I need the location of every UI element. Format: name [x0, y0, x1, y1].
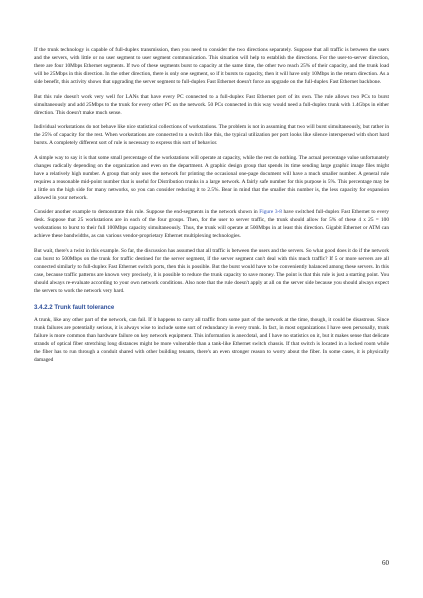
- paragraph-example: [34, 208, 389, 240]
- figure-link[interactable]: Figure 3-8: [259, 209, 282, 216]
- page-number: 60: [382, 559, 389, 567]
- paragraph-individual-workstations: Individual workstations do not behave like nice statistical collections of workstations. The problem is not in assuming that two will burst simultaneously, but rather in the 25% of capacity for the rest. When workstations are connected to a switch like this, the typical utilization per port looks like silence interspersed with short hard bursts. A completely different sort of rule is necessary to express this sort of behavior.: [34, 124, 389, 147]
- section-heading: 3.4.2.2 Trunk fault tolerance: [34, 303, 115, 311]
- paragraph-twist: But wait, there's a twist in this example. So far, the discussion has assumed that all traffic is between the users and the servers. So what good does it do if the network can burst to 500Mbps on the trunk for traffic destined for the server segment, if the server segment can't deal with this much traffic? If 5 or more servers are all connected similarly to full-duplex Fast Ethernet switch ports, then this is possible. But the burst would have to be conveniently balanced among these servers. In this case, because traffic patterns are known very precisely, it is possible to reduce the trunk capacity to save money. The point is that this rule is just a starting point. You should always re-evaluate according to your own network conditions. Also note that the rule doesn't apply at all on the server side because you should always expect the servers to work the network very hard.: [34, 247, 389, 294]
- paragraph-example-text-start: Consider another example to demonstrate this rule. Suppose the end-segments in the network shown in: [34, 209, 260, 216]
- paragraph-fault-tolerance: A trunk, like any other part of the network, can fail. If it happens to carry all traffic from some part of the network at the time, though, it could be disastrous. Since trunk failures are potentially serious, it is always wise to include some sort of redundancy in every trunk. In fact, in most organizations I have seen personally, trunk failure is more common than hardware failure on key network equipment. This information is anecdotal, and I have no statistics on it, but it makes sense that delicate strands of optical fiber stretching long distances might be more vulnerable than a tank-like Ethernet switch chassis. If that switch is located in a locked room while the fiber has to run through a conduit shared with other building tenants, there's an even stronger reason to worry about the fiber. In some cases, it is physically damaged: [34, 316, 389, 363]
- paragraph-example-text-end: have switched full-duplex Fast Ethernet to every desk. Suppose that 25 workstations are in each of the four groups. Then, for the user to server traffic, the trunk should allow for 5% of these 4 x 25 = 100 workstations to burst to their full 100Mbps capacity simultaneously. Thus, the trunk will operate at 500Mbps in at least this direction. Gigabit Ethernet or ATM can achieve these bandwidths, as can various vendor-proprietary Ethernet multiplexing technologies.: [34, 209, 389, 240]
- paragraph-per-pc-ports: But this rule doesn't work very well for LANs that have every PC connected to a full-duplex Fast Ethernet port of its own. The rule allows two PCs to burst simultaneously and add 25Mbps to the trunk for every other PC on the network. 50 PCs connected in this way would need a full-duplex trunk with 1.4Gbps in either direction. This doesn't make much sense.: [34, 93, 389, 116]
- paragraph-percentage-rule: A simple way to say it is that some small percentage of the workstations will operate at capacity, while the rest do nothing. The actual percentage value unfortunately changes radically depending on the organization and even on the department. A graphic design group that spends its time sending large graphic image files might have a relatively high number. A group that only uses the network for printing the occasional one-page document will have a much smaller number. A general rule requires a reasonable mid-point number that is useful for Distribution trunks in a large network. A fairly safe number for this purpose is 5%. This percentage may be a little on the high side for many networks, so you can consider reducing it to 2.5%. Bear in mind that the smaller this number is, the less capacity for expansion allowed in your network.: [34, 154, 389, 201]
- paragraph-full-duplex-directions: If the trunk technology is capable of full-duplex transmission, then you need to consider the two directions separately. Suppose that all traffic is between the users and the servers, with little or no user segment to user segment communication. This situation will help to establish the directions. For the user-to-server direction, there are four 10Mbps Ethernet segments. If two of these segments burst to capacity at the same time, the other two reach 25% of their capacity, and the trunk load will be 25Mbps in this direction. In the other direction, there is only one segment, so if it bursts to capacity, then it will have only 10Mbps in the return direction. As a side benefit, this activity shows that upgrading the server segment to full-duplex Fast Ethernet doesn't force an upgrade on the full-duplex Fast Ethernet backbone.: [34, 47, 389, 86]
